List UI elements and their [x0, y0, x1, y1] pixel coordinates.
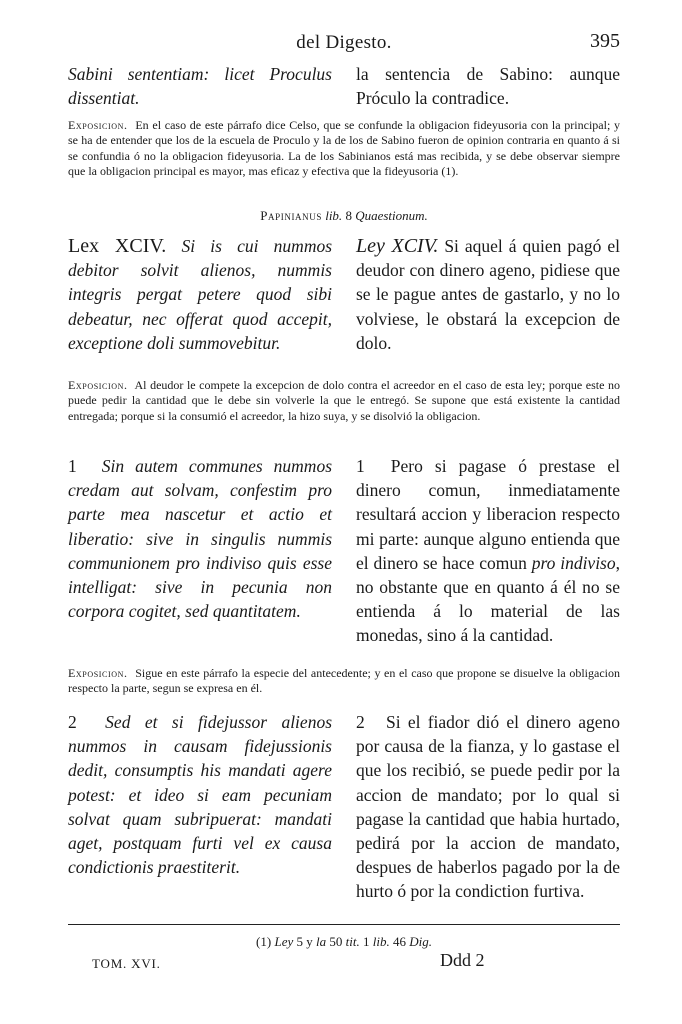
footnote-lib-num: 1 [362, 934, 370, 949]
exposicion-3 [68, 666, 620, 697]
section-number: 1 [356, 456, 365, 476]
exposicion-2 [68, 378, 620, 424]
lex-94-heading: Lex XCIV. [68, 235, 167, 257]
footnote-book: 46 [392, 934, 406, 949]
exposicion-text: Al deudor le compete la excepcion de dolo contra el acreedor en el caso de esta ley; porque este no puede pedir la cantidad que le debe sin volverle la que le entregó. Se supone que está existente la cantidad entregada; porque si la consumió el acreedor, la hizo suya, y se disolvió la obligacion. [68, 378, 620, 423]
latin-continuation: Sabini sententiam: licet Proculus dissentiat. [68, 64, 332, 109]
section-2-latin [68, 710, 332, 879]
page [68, 30, 620, 990]
section-number: 2 [68, 712, 77, 732]
footnote-tit-num: 50 [329, 934, 343, 949]
section-1-spanish-text-b: , no obstante que en quanto á él no se entienda á lo material de las monedas, sino á la cantidad. [356, 552, 620, 646]
source-lib: lib. [325, 208, 343, 223]
signature-mark: Ddd 2 [440, 950, 485, 970]
section-1-spanish [356, 454, 620, 648]
page-number: 395 [590, 30, 620, 52]
footnote-rule [68, 924, 620, 925]
footnote-tit: tit. [345, 934, 360, 949]
exposicion-text: En el caso de este párrafo dice Celso, que se confunde la obligacion fideyusoria con la principal; y se ha de entender que los de la escuela de Proculo y la de los de Sabino fueron de opinion contraria en quanto á si se confundia ó no la obligacion fideyusoria. La de los Sabinianos está mas recibida, y se debe observar siempre que la obligacion principal es mayor, mas eficaz y efectiva que la fideyusoria (1). [68, 118, 620, 178]
ley-94-spanish-text: Si aquel á quien pagó el deudor con dinero ageno, pidiese que se le pague antes de gastarlo, y no lo volviese, le obstará la excepcion de dolo. [356, 236, 621, 353]
source-citation [68, 208, 620, 224]
lex-94-latin [68, 234, 332, 355]
exposicion-1 [68, 118, 620, 179]
footnote-lib: lib. [372, 934, 390, 949]
footnote-mark: (1) [256, 934, 272, 949]
section-1-latin [68, 454, 332, 623]
exposicion-label: Exposicion. [68, 666, 128, 680]
section-number: 1 [68, 456, 77, 476]
exposicion-label: Exposicion. [68, 378, 128, 392]
section-2-spanish-text: Si el fiador dió el dinero ageno por causa de la fianza, y lo gastase el que los recibió, se puede pedir por la accion de mandato; por lo qual si pagase la cantidad que habia hurtado, pedirá por la accion de mandato, despues de haberlos pagado por la de hurto ó por la condiction furtiva. [356, 712, 620, 902]
footnote [68, 934, 620, 950]
section-2-spanish [356, 710, 620, 904]
section-1-spanish-italic: pro indiviso [531, 552, 616, 573]
source-book: 8 [345, 208, 352, 223]
footnote-y: y [306, 934, 313, 949]
spanish-continuation: la sentencia de Sabino: aunque Próculo la contradice. [356, 64, 620, 109]
footnote-ley: Ley [274, 934, 294, 949]
lex-94-latin-text: Si is cui nummos debitor solvit alienos, nummis integris pergat petere quod sibi debeatur, nec offerat quod accepit, exceptione doli summovebitur. [68, 236, 333, 353]
section-2-latin-text: Sed et si fidejussor alienos nummos in causam fidejussionis dedit, consumptis his mandati agere potest: et ideo si eam pecuniam solvat quam subripuerat: mandati aget, postquam furti vel ex causa condictionis praestiterit. [68, 712, 333, 878]
footnote-la: la [316, 934, 327, 949]
running-title: del Digesto. [296, 32, 392, 53]
page-header [68, 30, 620, 60]
volume-marker: TOM. XVI. [92, 956, 161, 971]
exposicion-text: Sigue en este párrafo la especie del antecedente; y en el caso que propone se disuelve la obligacion respecto la parte, segun se expresa en él. [68, 666, 620, 696]
section-number: 2 [356, 712, 365, 732]
ley-94-heading: Ley XCIV. [356, 235, 439, 257]
footnote-dig: Dig. [409, 934, 432, 949]
source-work: Quaestionum. [355, 208, 428, 223]
section-1-spanish-text-a: Pero si pagase ó prestase el dinero comun, inmediatamente resultará accion y liberacion respecto mi parte: aunque alguno entienda que el dinero se hace comun [356, 456, 621, 573]
section-1-latin-text: Sin autem communes nummos credam aut solvam, confestim pro parte mea nascetur et actio et liberatio: sive in singulis nummis communionem pro indiviso quis esse intelligat: sive in pecunia non corpora cogitet, sed quantitatem. [68, 456, 333, 622]
exposicion-label: Exposicion. [68, 118, 128, 132]
footnote-ley-num: 5 [296, 934, 303, 949]
source-author: Papinianus [260, 208, 322, 223]
ley-94-spanish [356, 234, 620, 355]
